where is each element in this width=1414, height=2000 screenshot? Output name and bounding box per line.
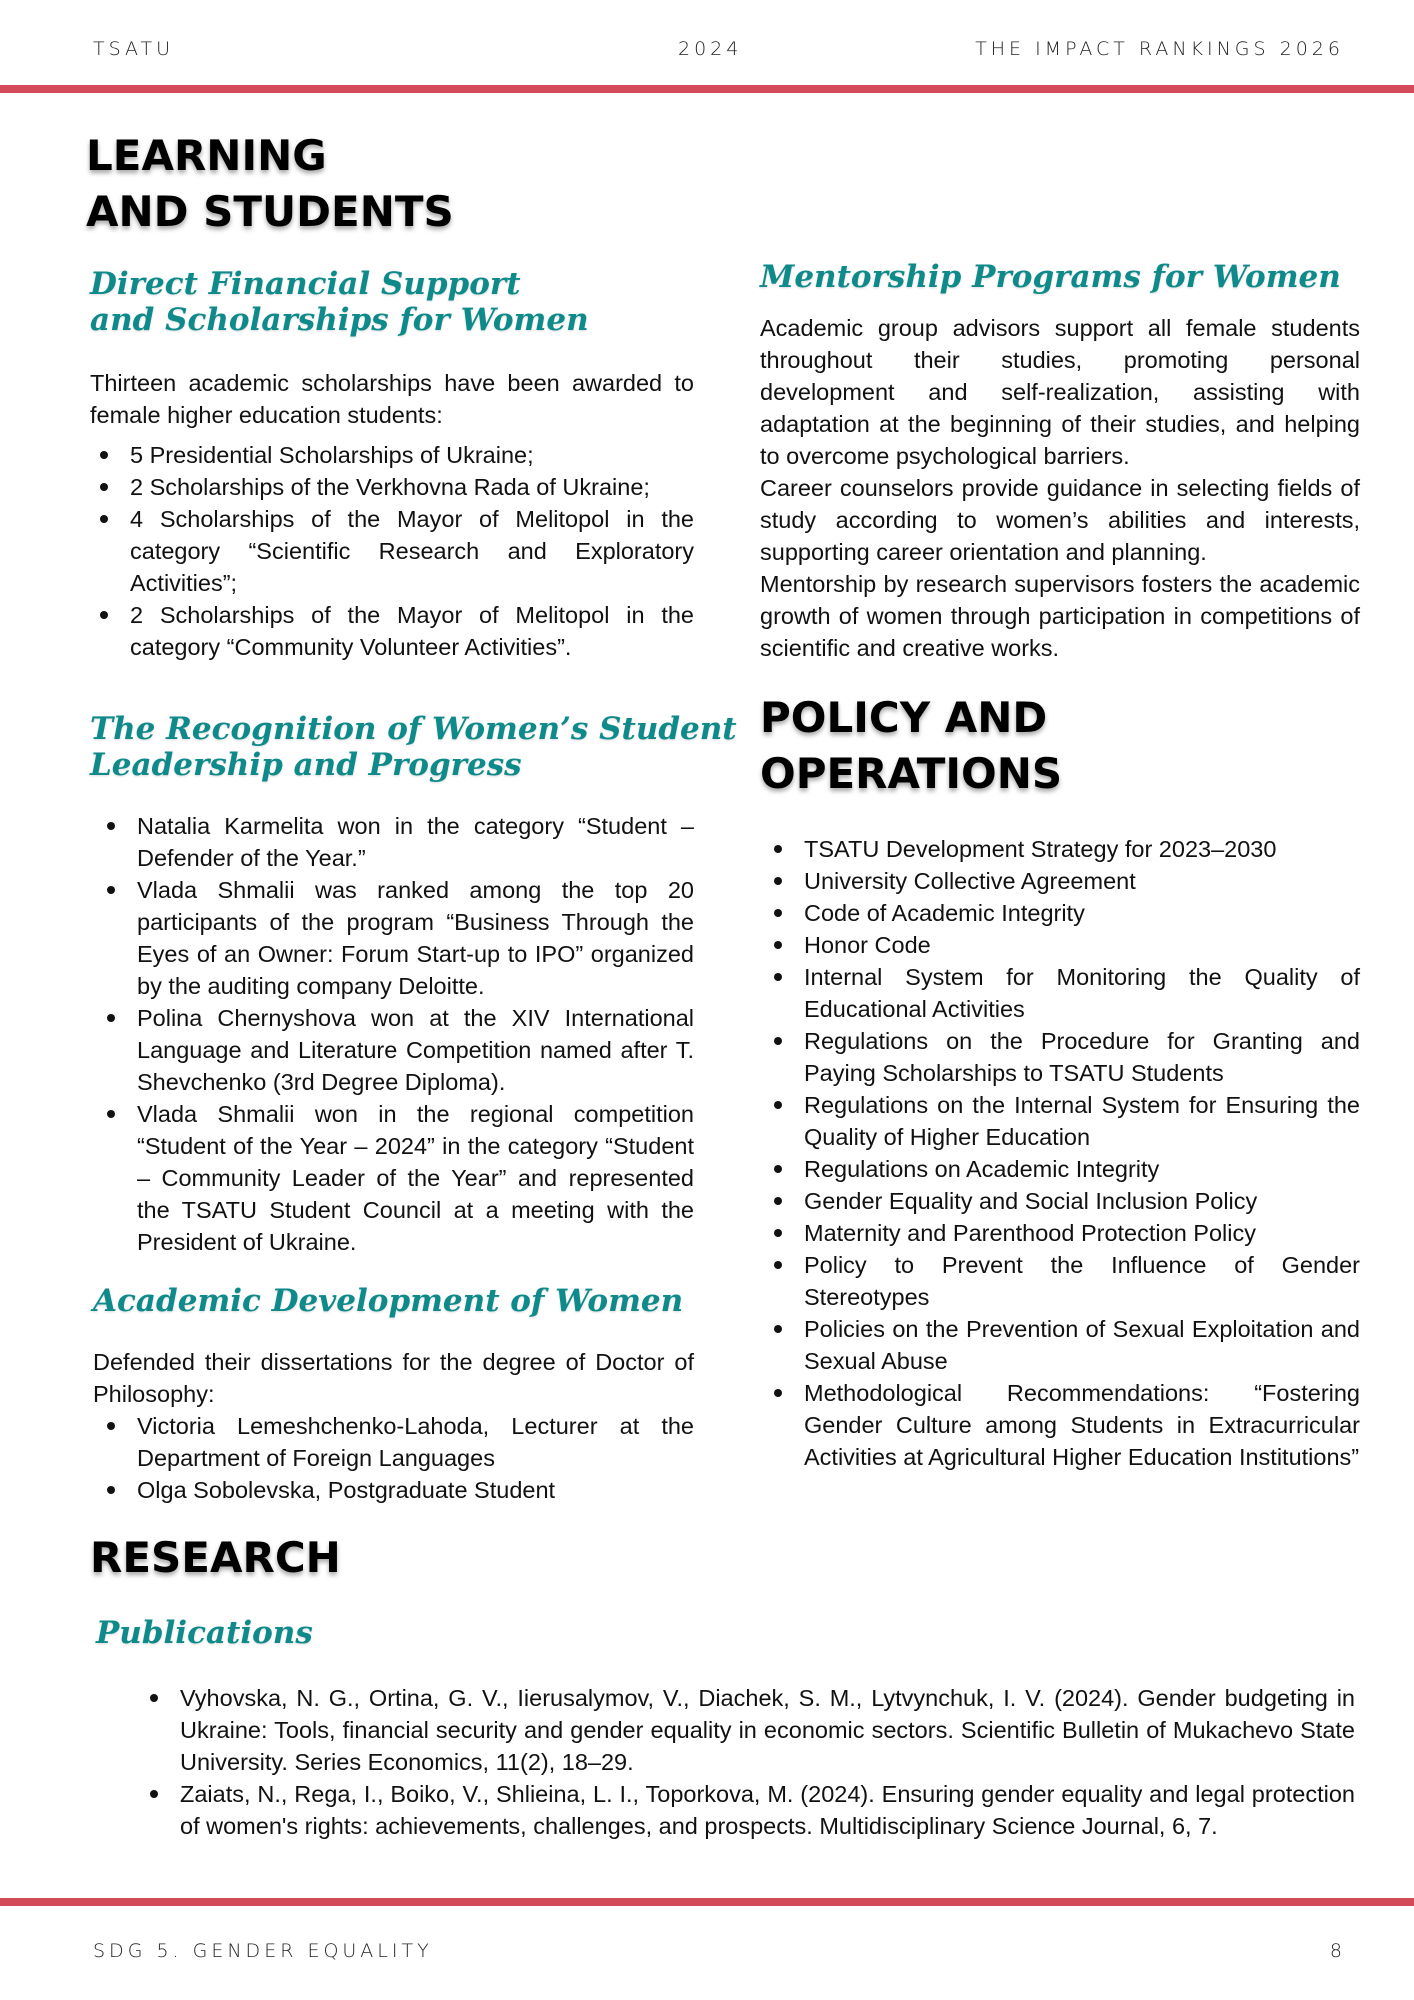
subheading-line1: The Recognition of Women’s Student xyxy=(90,711,737,747)
bullet-icon xyxy=(774,845,782,853)
section-title-line1: LEARNING xyxy=(86,131,327,180)
bullet-icon xyxy=(107,1486,115,1494)
list-item: Vlada Shmalii won in the regional competition “Student of the Year – 2024” in the category “Student – Community Leader of the Year” and represented the TSATU Student Council at a meeting with the President of Ukraine. xyxy=(97,1098,694,1258)
bullet-icon xyxy=(774,1261,782,1269)
subheading-mentorship: Mentorship Programs for Women xyxy=(760,259,1341,295)
mentorship-paragraph-career: Career counselors provide guidance in selecting fields of study according to women’s abilities and interests, supporting career orientation and planning. xyxy=(760,475,1360,565)
list-item: Methodological Recommendations: “Fostering Gender Culture among Students in Extracurricular Activities at Agricultural Higher Education Institutions” xyxy=(764,1377,1360,1473)
header-institution: TSATU xyxy=(93,38,175,60)
bullet-icon xyxy=(774,973,782,981)
mentorship-paragraph-research: Mentorship by research supervisors fosters the academic growth of women through participation in competitions of scientific and creative works. xyxy=(760,571,1360,661)
list-item: 5 Presidential Scholarships of Ukraine; xyxy=(90,439,694,471)
bullet-icon xyxy=(774,1325,782,1333)
bullet-icon xyxy=(107,1014,115,1022)
list-item: University Collective Agreement xyxy=(764,865,1360,897)
bullet-icon xyxy=(774,1229,782,1237)
bullet-icon xyxy=(774,1037,782,1045)
bullet-icon xyxy=(100,611,108,619)
list-item: Internal System for Monitoring the Quality of Educational Activities xyxy=(764,961,1360,1025)
bullet-icon xyxy=(107,822,115,830)
academic-intro: Defended their dissertations for the degree of Doctor of Philosophy: xyxy=(93,1349,694,1407)
list-item: TSATU Development Strategy for 2023–2030 xyxy=(764,833,1360,865)
subheading-recognition xyxy=(90,711,737,783)
subheading-academic-development: Academic Development of Women xyxy=(93,1283,684,1319)
list-item: Vlada Shmalii was ranked among the top 20 participants of the program “Business Through the Eyes of an Owner: Forum Start-up to IPO” organized by the auditing company Deloitte. xyxy=(97,874,694,1002)
bullet-icon xyxy=(100,515,108,523)
list-item: Victoria Lemeshchenko-Lahoda, Lecturer at the Department of Foreign Languages xyxy=(97,1410,694,1474)
list-item: Natalia Karmelita won in the category “Student – Defender of the Year.” xyxy=(97,810,694,874)
financial-intro: Thirteen academic scholarships have been awarded to female higher education students: xyxy=(90,370,694,428)
footer-sdg-label: SDG 5. GENDER EQUALITY xyxy=(93,1940,433,1962)
page-number: 8 xyxy=(1329,1940,1342,1962)
publication-item: Zaiats, N., Rega, I., Boiko, V., Shlieina, L. I., Toporkova, M. (2024). Ensuring gender equality and legal protection of women's rights: achievements, challenges, and prospects. Multidisciplinary Science Journal, 6, 7. xyxy=(140,1778,1355,1842)
recognition-list xyxy=(97,810,694,1258)
bullet-icon xyxy=(100,483,108,491)
list-item: Policy to Prevent the Influence of Gender Stereotypes xyxy=(764,1249,1360,1313)
header-divider xyxy=(0,85,1414,93)
section-title-policy xyxy=(760,690,1062,802)
footer-divider xyxy=(0,1898,1414,1906)
mentorship-paragraph-advisors: Academic group advisors support all female students throughout their studies, promoting personal development and self-realization, assisting with adaptation at the beginning of their studies, and helping to overcome psychological barriers. xyxy=(760,315,1360,469)
policy-list xyxy=(764,833,1360,1473)
list-item: Polina Chernyshova won at the XIV International Language and Literature Competition named after T. Shevchenko (3rd Degree Diploma). xyxy=(97,1002,694,1098)
list-item: Policies on the Prevention of Sexual Exploitation and Sexual Abuse xyxy=(764,1313,1360,1377)
section-title-research: RESEARCH xyxy=(90,1533,341,1582)
publication-list xyxy=(140,1682,1355,1842)
header-report-title: THE IMPACT RANKINGS 2026 xyxy=(975,38,1344,60)
section-title-line2: AND STUDENTS xyxy=(86,187,454,236)
list-item: 4 Scholarships of the Mayor of Melitopol in the category “Scientific Research and Exploratory Activities”; xyxy=(90,503,694,599)
bullet-icon xyxy=(774,909,782,917)
list-item: Gender Equality and Social Inclusion Policy xyxy=(764,1185,1360,1217)
subheading-line1: Direct Financial Support xyxy=(90,266,521,302)
list-item: Maternity and Parenthood Protection Policy xyxy=(764,1217,1360,1249)
list-item: Regulations on Academic Integrity xyxy=(764,1153,1360,1185)
scholarship-list xyxy=(90,439,694,663)
bullet-icon xyxy=(774,1165,782,1173)
publication-item: Vyhovska, N. G., Ortina, G. V., Iierusalymov, V., Diachek, S. M., Lytvynchuk, I. V. (2024). Gender budgeting in Ukraine: Tools, financial security and gender equality in economic sectors. Scientific Bulletin of Mukachevo State University. Series Economics, 11(2), 18–29. xyxy=(140,1682,1355,1778)
list-item: Code of Academic Integrity xyxy=(764,897,1360,929)
bullet-icon xyxy=(774,1389,782,1397)
bullet-icon xyxy=(774,941,782,949)
subheading-publications: Publications xyxy=(96,1615,313,1651)
header-year: 2024 xyxy=(678,38,743,60)
bullet-icon xyxy=(774,1197,782,1205)
section-title-line2: OPERATIONS xyxy=(760,749,1063,798)
dissertation-list xyxy=(97,1410,694,1506)
subheading-line2: Leadership and Progress xyxy=(90,747,522,783)
list-item: Olga Sobolevska, Postgraduate Student xyxy=(97,1474,694,1506)
subheading-line2: and Scholarships for Women xyxy=(90,302,589,338)
list-item: 2 Scholarships of the Mayor of Melitopol in the category “Community Volunteer Activities”. xyxy=(90,599,694,663)
bullet-icon xyxy=(150,1694,158,1702)
bullet-icon xyxy=(774,877,782,885)
list-item: Regulations on the Procedure for Granting and Paying Scholarships to TSATU Students xyxy=(764,1025,1360,1089)
list-item: Regulations on the Internal System for Ensuring the Quality of Higher Education xyxy=(764,1089,1360,1153)
bullet-icon xyxy=(774,1101,782,1109)
bullet-icon xyxy=(107,886,115,894)
section-title-line1: POLICY AND xyxy=(760,693,1048,742)
list-item: Honor Code xyxy=(764,929,1360,961)
section-title-learning xyxy=(86,128,454,240)
bullet-icon xyxy=(100,451,108,459)
list-item: 2 Scholarships of the Verkhovna Rada of Ukraine; xyxy=(90,471,694,503)
bullet-icon xyxy=(107,1110,115,1118)
subheading-financial-support xyxy=(90,266,589,338)
bullet-icon xyxy=(150,1790,158,1798)
bullet-icon xyxy=(107,1422,115,1430)
